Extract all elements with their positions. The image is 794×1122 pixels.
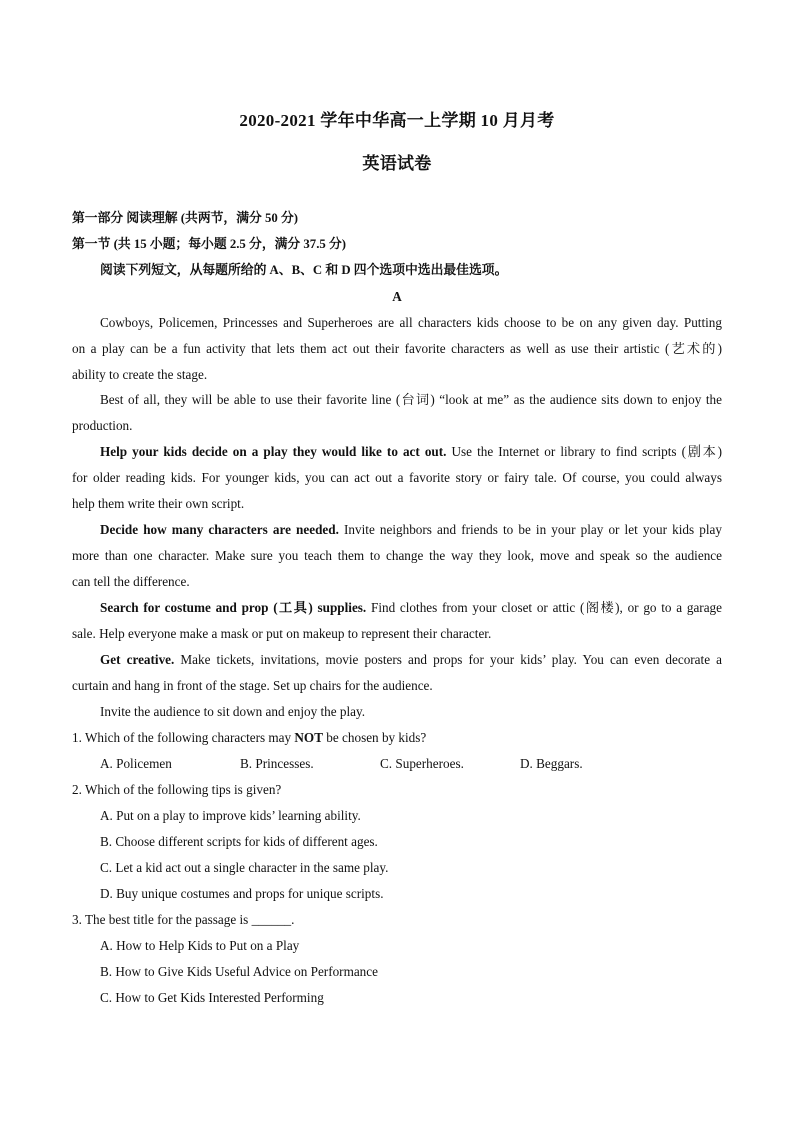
- question-1-option-b[interactable]: B. Princesses.: [240, 756, 314, 771]
- tip-heading: Help your kids decide on a play they would like to act out.: [100, 444, 447, 459]
- passage-paragraph-start: Search for costume and prop (工具) supplies. Find clothes from your closet or attic (阁楼), or go to a garage: [100, 600, 723, 615]
- question-3-option-b[interactable]: B. How to Give Kids Useful Advice on Performance: [100, 964, 378, 979]
- question-3-stem: 3. The best title for the passage is ______.: [72, 912, 295, 927]
- passage-line: curtain and hang in front of the stage. Set up chairs for the audience.: [72, 678, 433, 693]
- question-1-option-d[interactable]: D. Beggars.: [520, 756, 583, 771]
- question-1-option-a[interactable]: A. Policemen: [100, 756, 172, 771]
- tip-heading: Get creative.: [100, 652, 175, 667]
- question-3-option-a[interactable]: A. How to Help Kids to Put on a Play: [100, 938, 300, 953]
- passage-line: help them write their own script.: [72, 496, 245, 511]
- passage-line: for older reading kids. For younger kids, you can act out a favorite story or fairy tale. Of course, you could always: [72, 470, 722, 485]
- passage-paragraph-start: Get creative. Make tickets, invitations, movie posters and props for your kids’ play. You can even decorate a: [100, 652, 723, 667]
- question-2-option-b[interactable]: B. Choose different scripts for kids of different ages.: [100, 834, 378, 849]
- question-1-stem: 1. Which of the following characters may NOT be chosen by kids?: [72, 730, 427, 745]
- section-title: 第一节 (共 15 小题；每小题 2.5 分，满分 37.5 分): [72, 237, 347, 251]
- passage-paragraph-start: Help your kids decide on a play they would like to act out. Use the Internet or library to find scripts (剧本): [100, 444, 722, 459]
- passage-line: sale. Help everyone make a mask or put on makeup to represent their character.: [72, 626, 492, 641]
- passage-line: on a play can be a fun activity that lets them act out their favorite characters as well as use their artistic (艺术的): [72, 341, 722, 356]
- tip-heading: Decide how many characters are needed.: [100, 522, 339, 537]
- passage-line: Invite the audience to sit down and enjoy the play.: [100, 704, 366, 719]
- passage-line: Cowboys, Policemen, Princesses and Superheroes are all characters kids choose to be on any given day. Putting: [100, 315, 722, 330]
- question-2-option-a[interactable]: A. Put on a play to improve kids’ learning ability.: [100, 808, 361, 823]
- question-2-option-d[interactable]: D. Buy unique costumes and props for unique scripts.: [100, 886, 384, 901]
- exam-subtitle: 英语试卷: [362, 154, 432, 173]
- passage-line: ability to create the stage.: [72, 367, 208, 382]
- tip-heading: Search for costume and prop (工具) supplies.: [100, 600, 367, 615]
- passage-paragraph-start: Decide how many characters are needed. Invite neighbors and friends to be in your play or let your kids play: [100, 522, 722, 537]
- passage-line: Best of all, they will be able to use their favorite line (台词) “look at me” as the audience sits down to enjoy the: [100, 392, 722, 407]
- question-2-stem: 2. Which of the following tips is given?: [72, 782, 282, 797]
- exam-title: 2020-2021 学年中华高一上学期 10 月月考: [239, 111, 555, 130]
- question-2-option-c[interactable]: C. Let a kid act out a single character in the same play.: [100, 860, 389, 875]
- part-title: 第一部分 阅读理解 (共两节，满分 50 分): [72, 211, 299, 225]
- passage-label: A: [392, 289, 402, 304]
- instructions: 阅读下列短文，从每题所给的 A、B、C 和 D 四个选项中选出最佳选项。: [100, 263, 508, 277]
- passage-line: more than one character. Make sure you teach them to change the way they look, move and speak so the audience: [72, 548, 722, 563]
- question-1-option-c[interactable]: C. Superheroes.: [380, 756, 464, 771]
- passage-line: production.: [72, 418, 133, 433]
- question-3-option-c[interactable]: C. How to Get Kids Interested Performing: [100, 990, 324, 1005]
- passage-line: can tell the difference.: [72, 574, 190, 589]
